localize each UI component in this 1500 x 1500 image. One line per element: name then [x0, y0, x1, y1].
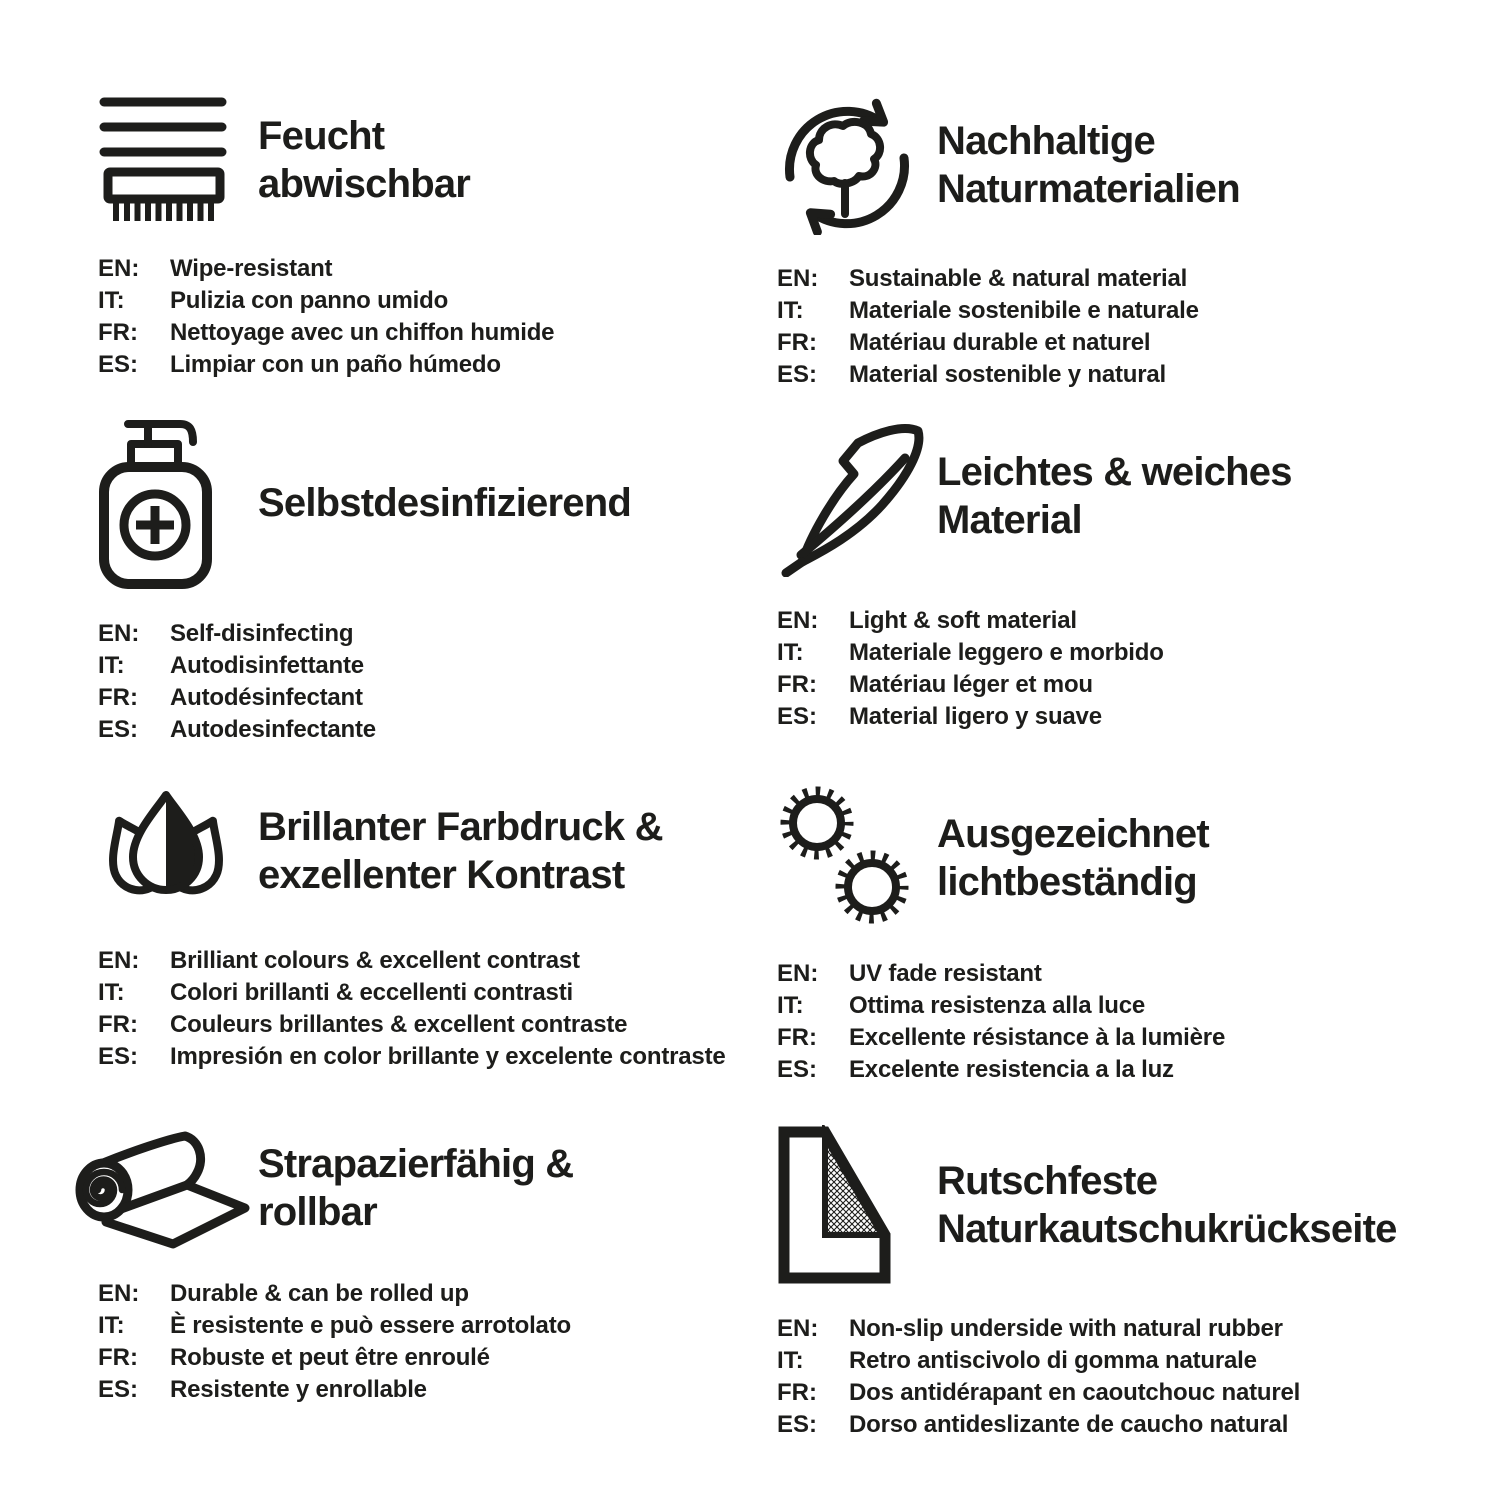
feature-title: Strapazierfähig & rollbar [258, 1141, 574, 1234]
translation-text: Colori brillanti & eccellenti contrasti [170, 979, 573, 1006]
feature-header [98, 95, 777, 225]
translation-row [777, 1022, 1470, 1054]
translation-text: Light & soft material [849, 607, 1077, 634]
translation-row [98, 253, 777, 285]
translation-text: Durable & can be rolled up [170, 1280, 469, 1307]
translation-text: Resistente y enrollable [170, 1376, 427, 1403]
translation-text: Autodisinfettante [170, 652, 364, 679]
feature-header [777, 785, 1470, 930]
translation-row [98, 618, 777, 650]
translation-row [98, 977, 777, 1009]
translation-text: Autodésinfectant [170, 684, 363, 711]
translation-text: Robuste et peut être enroulé [170, 1344, 490, 1371]
translation-list [777, 263, 1470, 391]
translation-row [777, 701, 1470, 733]
translation-row [98, 349, 777, 381]
translation-row [98, 650, 777, 682]
translation-row [98, 317, 777, 349]
feature-self-disinfecting [98, 405, 777, 775]
lang-label: EN: [777, 1315, 819, 1342]
translation-text: Pulizia con panno umido [170, 287, 449, 314]
lang-label: EN: [98, 255, 140, 282]
translation-text: Dorso antideslizante de caucho natural [849, 1411, 1289, 1438]
translation-row [777, 958, 1470, 990]
lang-label: FR: [777, 329, 817, 356]
feature-header [98, 785, 777, 917]
feature-title: Selbstdesinfizierend [258, 480, 631, 525]
lang-label: ES: [777, 703, 818, 730]
translation-text: Nettoyage avec un chiffon humide [170, 319, 555, 346]
translation-row [98, 714, 777, 746]
lang-label: IT: [777, 639, 804, 666]
translation-text: UV fade resistant [849, 960, 1042, 987]
translation-row [777, 990, 1470, 1022]
lang-label: EN: [98, 620, 140, 647]
feature-title: Leichtes & weiches Material [937, 450, 1292, 542]
translation-text: Material sostenible y natural [849, 361, 1166, 388]
translation-row [777, 1409, 1470, 1441]
translation-row [777, 1313, 1470, 1345]
wipe-lines-brush-icon [98, 95, 258, 225]
lang-label: IT: [777, 1347, 804, 1374]
feature-title: Rutschfeste Naturkautschukrückseite [937, 1159, 1397, 1251]
translation-text: Self-disinfecting [170, 620, 354, 647]
feature-durable-rollable [98, 1115, 777, 1460]
translation-row [98, 945, 777, 977]
translation-text: Ottima resistenza alla luce [849, 992, 1146, 1019]
lang-label: FR: [777, 671, 817, 698]
translation-text: Non-slip underside with natural rubber [849, 1315, 1283, 1342]
translation-list [98, 253, 777, 381]
feature-sustainable [777, 85, 1470, 405]
translation-row [777, 263, 1470, 295]
lang-label: FR: [98, 1344, 138, 1371]
translation-list [98, 618, 777, 746]
feature-title: Nachhaltige Naturmaterialien [937, 119, 1240, 211]
translation-text: È resistente e può essere arrotolato [170, 1312, 571, 1339]
translation-row [777, 669, 1470, 701]
translation-row [777, 327, 1470, 359]
translation-row [98, 1009, 777, 1041]
lang-label: ES: [777, 1411, 818, 1438]
lang-label: FR: [777, 1024, 817, 1051]
sun-gears-icon [777, 785, 937, 930]
translation-text: Material ligero y suave [849, 703, 1102, 730]
lang-label: FR: [98, 684, 138, 711]
ink-drops-icon [98, 785, 258, 917]
translation-text: Sustainable & natural material [849, 265, 1188, 292]
translation-row [777, 605, 1470, 637]
translation-text: Dos antidérapant en caoutchouc naturel [849, 1379, 1301, 1406]
translation-list [777, 1313, 1470, 1441]
feature-header [777, 1125, 1470, 1285]
lang-label: EN: [98, 947, 140, 974]
feature-title: Brillanter Farbdruck & exzellenter Kontrast [258, 805, 663, 897]
lang-label: EN: [98, 1280, 140, 1307]
folded-corner-icon [777, 1125, 937, 1285]
translation-text: Excellente résistance à la lumière [849, 1024, 1226, 1051]
lang-label: IT: [98, 287, 125, 314]
lang-label: EN: [777, 960, 819, 987]
lang-label: ES: [98, 716, 139, 743]
feature-header [98, 415, 777, 590]
translation-row [777, 1345, 1470, 1377]
translation-row [98, 1374, 777, 1406]
translation-list [777, 958, 1470, 1086]
lang-label: EN: [777, 607, 819, 634]
lang-label: EN: [777, 265, 819, 292]
lang-label: FR: [777, 1379, 817, 1406]
feature-brilliant-colours [98, 775, 777, 1115]
translation-row [98, 1278, 777, 1310]
translation-row [777, 1377, 1470, 1409]
recycling-tree-icon [777, 95, 937, 235]
lang-label: ES: [98, 351, 139, 378]
lang-label: FR: [98, 319, 138, 346]
translation-text: Wipe-resistant [170, 255, 333, 282]
feature-header [777, 415, 1470, 577]
rolled-mat-icon [98, 1125, 258, 1250]
feature-title: Feucht abwischbar [258, 114, 471, 206]
translation-row [98, 285, 777, 317]
translation-text: Matériau léger et mou [849, 671, 1093, 698]
lang-label: ES: [98, 1043, 139, 1070]
lang-label: IT: [98, 979, 125, 1006]
translation-row [98, 1310, 777, 1342]
translation-text: Limpiar con un paño húmedo [170, 351, 501, 378]
translation-text: Couleurs brillantes & excellent contraste [170, 1011, 628, 1038]
feather-icon [777, 415, 937, 577]
translation-text: Excelente resistencia a la luz [849, 1056, 1174, 1083]
feature-nonslip-backing [777, 1115, 1470, 1460]
feature-wipeable [98, 85, 777, 405]
translation-row [98, 682, 777, 714]
lang-label: ES: [777, 1056, 818, 1083]
lang-label: FR: [98, 1011, 138, 1038]
translation-row [777, 1054, 1470, 1086]
feature-header [98, 1125, 777, 1250]
feature-light-soft [777, 405, 1470, 775]
translation-text: Retro antiscivolo di gomma naturale [849, 1347, 1257, 1374]
feature-title: Ausgezeichnet lichtbeständig [937, 811, 1209, 904]
translation-text: Materiale leggero e morbido [849, 639, 1164, 666]
soap-dispenser-icon [98, 415, 258, 590]
translation-row [777, 637, 1470, 669]
translation-text: Materiale sostenibile e naturale [849, 297, 1199, 324]
translation-text: Matériau durable et naturel [849, 329, 1151, 356]
translation-row [777, 359, 1470, 391]
translation-row [777, 295, 1470, 327]
translation-text: Autodesinfectante [170, 716, 376, 743]
feature-lightfast [777, 775, 1470, 1115]
lang-label: IT: [98, 652, 125, 679]
translation-list [98, 945, 777, 1073]
translation-text: Impresión en color brillante y excelente contraste [170, 1043, 726, 1070]
feature-header [777, 95, 1470, 235]
translation-row [98, 1041, 777, 1073]
lang-label: ES: [777, 361, 818, 388]
translation-list [98, 1278, 777, 1406]
lang-label: IT: [777, 297, 804, 324]
translation-row [98, 1342, 777, 1374]
lang-label: ES: [98, 1376, 139, 1403]
lang-label: IT: [98, 1312, 125, 1339]
translation-text: Brilliant colours & excellent contrast [170, 947, 580, 974]
translation-list [777, 605, 1470, 733]
lang-label: IT: [777, 992, 804, 1019]
